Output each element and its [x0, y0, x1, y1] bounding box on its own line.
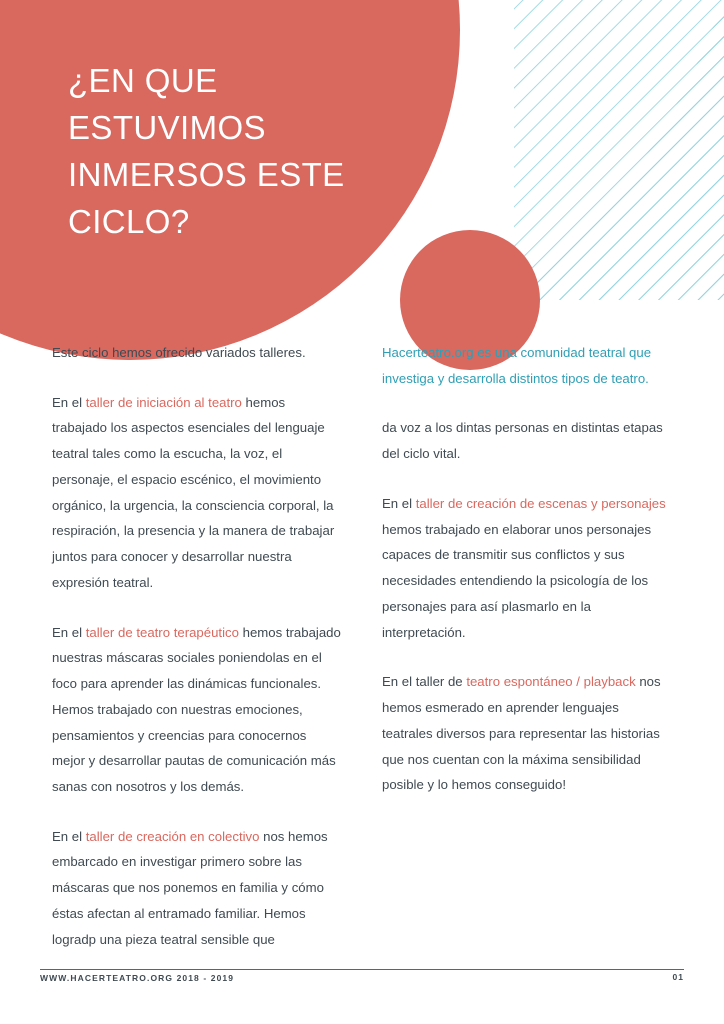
body-paragraph [382, 491, 672, 645]
body-paragraph [52, 340, 342, 366]
paragraph-text: En el [382, 495, 416, 511]
paragraph-text: En el [52, 624, 86, 640]
body-paragraph [52, 620, 342, 800]
highlighted-term: taller de iniciación al teatro [85, 394, 242, 410]
right-column [382, 340, 672, 952]
body-paragraph [52, 390, 342, 596]
paragraph-text: da voz a los dintas personas en distintas etapas del ciclo vital. [382, 420, 663, 462]
paragraph-text: Este ciclo hemos ofrecido variados talleres. [52, 345, 306, 360]
footer-page-number: 01 [672, 972, 684, 982]
paragraph-text: hemos trabajado nuestras máscaras sociales poniendolas en el foco para aprender las dinámicas funcionales. Hemos trabajado con nuestras emociones, pensamientos y creencias para conocernos mejor y desarrollar pautas de comunicación más sanas con nosotros y los demás. [52, 624, 341, 795]
highlighted-term: taller de teatro terapéutico [85, 624, 239, 640]
body-paragraph [382, 415, 672, 466]
footer-site-text: WWW.HACERTEATRO.ORG 2018 - 2019 [40, 973, 235, 983]
highlighted-term: teatro espontáneo / playback [466, 674, 636, 690]
footer-divider [40, 969, 684, 970]
lead-paragraph: Hacerteatro.org es una comunidad teatral que investiga y desarrolla distintos tipos de teatro. [382, 345, 652, 386]
body-paragraph [382, 669, 672, 798]
highlighted-term: taller de creación en colectivo [85, 828, 260, 844]
body-columns [0, 340, 724, 952]
paragraph-text: En el taller de [382, 674, 467, 690]
paragraph-text: hemos trabajado los aspectos esenciales del lenguaje teatral tales como la escucha, la voz, el personaje, el espacio escénico, el movimiento orgánico, la urgencia, la consciencia corporal, la respiración, la presencia y la manera de trabajar juntos para conocer y desarrollar nuestra expresión teatral. [52, 394, 335, 590]
paragraph-text: nos hemos embarcado en investigar primero sobre las máscaras que nos ponemos en familia y cómo éstas afectan al entramado familiar. Hemos logradp una pieza teatral sensible que [52, 828, 328, 947]
body-paragraph [52, 824, 342, 953]
page-title: ¿EN QUE ESTUVIMOS INMERSOS ESTE CICLO? [68, 62, 345, 240]
highlighted-term: taller de creación de escenas y personajes [415, 495, 666, 511]
paragraph-text: En el [52, 394, 86, 410]
left-column [52, 340, 342, 952]
footer [40, 972, 684, 1004]
paragraph-text: nos hemos esmerado en aprender lenguajes teatrales diversos para representar las historias que nos cuentan con la máxima sensibilidad posible y lo hemos conseguido! [382, 674, 661, 793]
paragraph-text: hemos trabajado en elaborar unos personajes capaces de transmitir sus conflictos y sus necesidades entendiendo la psicología de los personajes para así plasmarlo en la interpretación. [382, 521, 652, 640]
paragraph-text: En el [52, 828, 86, 844]
